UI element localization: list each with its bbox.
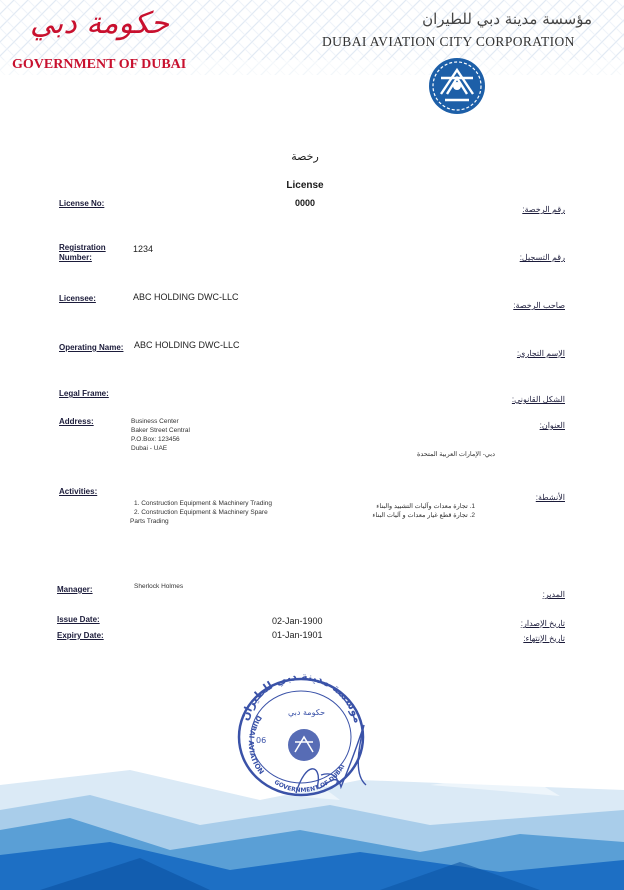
official-stamp [226,665,376,805]
registration-label-line1: Registration [59,243,106,252]
licensee-label-ar: صاحب الرخصة: [513,301,565,310]
issue-date-label: Issue Date: [57,615,100,624]
gov-logo-english: GOVERNMENT OF DUBAI [12,57,187,72]
activity-line-ar: 1. تجارة معدات وآليات التشييد والبناء [376,503,475,510]
activities-label: Activities: [59,487,98,496]
title-english: License [286,180,324,191]
operating-name-label-ar: الإسم التجاري: [516,349,565,358]
address-label: Address: [59,417,94,426]
expiry-date-value: 01-Jan-1901 [272,630,323,640]
manager-value: Sherlock Holmes [134,583,184,590]
corp-name-english: DUBAI AVIATION CITY CORPORATION [322,34,575,49]
address-line: Business Center [131,418,179,425]
expiry-date-label-ar: تاريخ الإنتهاء: [523,634,565,643]
stamp-number: 06 [256,736,267,745]
license-number: 0000 [294,198,316,208]
corp-emblem-icon [427,56,487,116]
manager-label-ar: المدير: [542,590,565,599]
activity-line: Parts Trading [130,518,169,525]
activities-ar [340,502,475,520]
activity-line-ar: 2. تجارة قطع غيار معدات و آليات البناء [372,512,475,519]
stamp-english-bottom: GOVERNMENT OF DUBAI [272,763,347,795]
licensee-label: Licensee: [59,294,96,303]
issue-date-label-ar: تاريخ الإصدار: [520,619,565,628]
registration-label-ar: رقم التسجيل: [519,253,565,262]
licensee-value: ABC HOLDING DWC-LLC [133,292,239,302]
registration-label-line2: Number: [59,253,92,262]
stamp-emblem-icon [288,729,320,761]
stamp-arabic-inner: حكومة دبي [288,708,326,717]
address-label-ar: العنوان: [539,421,565,430]
registration-value: 1234 [133,244,154,254]
legal-frame-label-ar: الشكل القانوني: [511,395,565,404]
corp-name-arabic: مؤسسة مدينة دبي للطيران [422,10,592,28]
registration-label [59,243,106,263]
license-no-label-ar: رقم الرخصة: [522,205,565,214]
gov-logo-arabic: حكومة دبي [30,6,170,41]
address-block [131,417,190,453]
address-line: Dubai - UAE [131,445,168,452]
stamp-english-left: DUBAI AVIATION [246,713,266,776]
address-line: Baker Street Central [131,427,190,434]
legal-frame-label: Legal Frame: [59,389,109,398]
title-arabic: رخصة [291,151,319,163]
operating-name-label: Operating Name: [59,343,124,352]
issue-date-value: 02-Jan-1900 [272,616,323,626]
activity-line: 1. Construction Equipment & Machinery Trading [134,500,273,507]
operating-name-value: ABC HOLDING DWC-LLC [134,340,240,350]
expiry-date-label: Expiry Date: [57,631,104,640]
manager-label: Manager: [57,585,93,594]
activity-line: 2. Construction Equipment & Machinery Spare [134,509,268,516]
stamp-arabic-arc: مؤسسة مدينة دبي للطيران [238,669,365,725]
address-value-ar: دبي- الإمارات العربية المتحدة [416,451,495,458]
license-no-label: License No: [59,199,105,208]
activities-label-ar: الأنشطة: [535,493,565,502]
address-line: P.O.Box: 123456 [131,436,180,443]
activities-en [130,499,272,526]
